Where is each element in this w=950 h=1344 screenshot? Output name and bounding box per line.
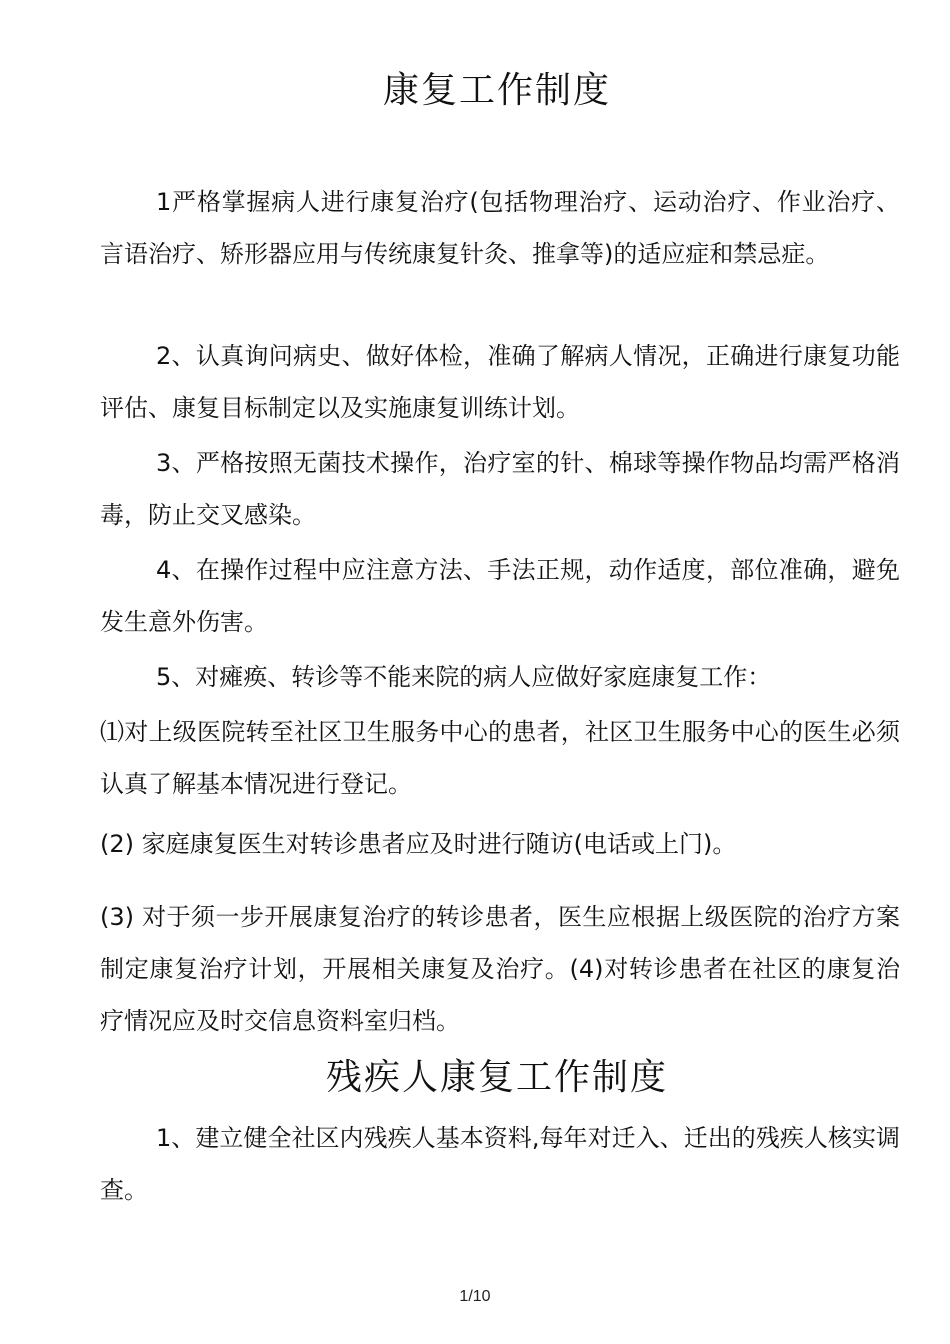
- document-title: 康复工作制度: [382, 70, 611, 111]
- paragraph-rule-5: 5、对瘫痪、转诊等不能来院的病人应做好家庭康复工作：: [156, 663, 772, 691]
- paragraph-rule-3: 3、严格按照无菌技术操作，治疗室的针、棉球等操作物品均需严格消毒，防止交叉感染。: [100, 449, 900, 529]
- section-title: 残疾人康复工作制度: [325, 1057, 668, 1098]
- paragraph-subrule-3-4: (3) 对于须一步开展康复治疗的转诊患者，医生应根据上级医院的治疗方案制定康复治疗计划，开展相关康复及治疗。(4)对转诊患者在社区的康复治疗情况应及时交信息资料室归档。: [100, 903, 900, 1035]
- paragraph-subrule-2: (2) 家庭康复医生对转诊患者应及时进行随访(电话或上门)。: [100, 830, 737, 858]
- page-number: 1/10: [459, 1288, 491, 1305]
- paragraph-disability-rule-1: 1、建立健全社区内残疾人基本资料,每年对迁入、迁出的残疾人核实调查。: [100, 1124, 900, 1204]
- paragraph-rule-2: 2、认真询问病史、做好体检，准确了解病人情况，正确进行康复功能评估、康复目标制定以及实施康复训练计划。: [100, 342, 900, 422]
- paragraph-rule-1: 1严格掌握病人进行康复治疗(包括物理治疗、运动治疗、作业治疗、言语治疗、矫形器应用与传统康复针灸、推拿等)的适应症和禁忌症。: [100, 188, 900, 268]
- paragraph-rule-4: 4、在操作过程中应注意方法、手法正规，动作适度，部位准确，避免发生意外伤害。: [100, 556, 900, 636]
- paragraph-subrule-1: ⑴对上级医院转至社区卫生服务中心的患者，社区卫生服务中心的医生必须认真了解基本情况进行登记。: [100, 718, 900, 798]
